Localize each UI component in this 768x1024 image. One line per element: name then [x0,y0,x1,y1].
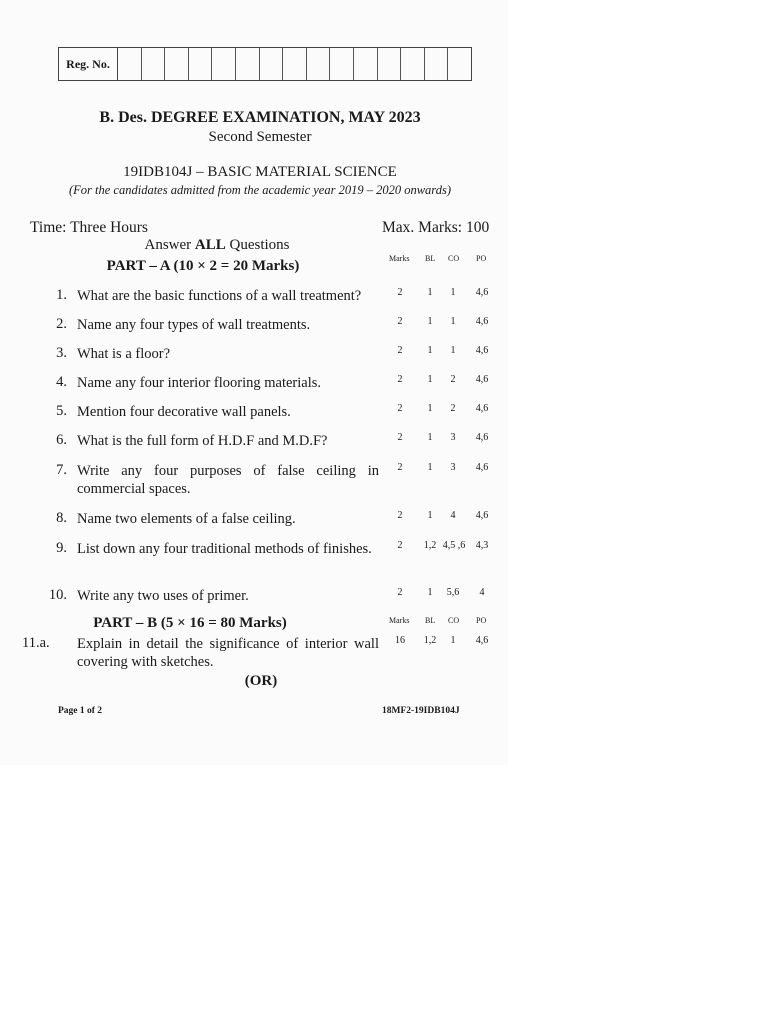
question-bl: 1,2 [423,635,437,646]
question-number: 8. [56,510,67,526]
question-text: Name any four interior flooring materials. [77,375,322,391]
reg-no-cell [401,48,425,80]
question-marks: 2 [397,374,403,385]
question-marks: 2 [397,462,403,473]
or-separator: (OR) [244,673,278,689]
question-co: 2 [450,374,456,385]
question-bl: 1 [427,345,433,356]
question-bl: 1 [427,432,433,443]
question-co: 1 [450,635,456,646]
col-header-co: CO [448,616,460,625]
exam-title: B. Des. DEGREE EXAMINATION, MAY 2023 [99,109,421,126]
page-number: Page 1 of 2 [58,706,103,716]
reg-no-cell [212,48,236,80]
question-marks: 2 [397,403,403,414]
paper-code: 18MF2-19IDB104J [382,706,460,716]
question-co: 4 [450,510,456,521]
reg-no-box [58,47,472,81]
question-text: What is a floor? [77,346,171,362]
reg-no-cell [448,48,471,80]
part-b-title: PART – B (5 × 16 = 80 Marks) [93,615,287,631]
reg-no-cell [118,48,142,80]
question-po: 4,6 [475,462,489,473]
question-co: 2 [450,403,456,414]
max-marks: Max. Marks: 100 [382,219,490,236]
col-header-bl: BL [425,254,436,263]
question-marks: 2 [397,316,403,327]
question-po: 4,6 [475,635,489,646]
reg-no-cell [330,48,354,80]
question-bl: 1 [427,462,433,473]
reg-no-cell [260,48,284,80]
time-allowed: Time: Three Hours [30,219,148,236]
question-marks: 16 [395,635,405,646]
question-co: 4,5 ,6 [442,540,466,551]
question-po: 4,6 [475,432,489,443]
question-po: 4,6 [475,287,489,298]
question-text: What is the full form of H.D.F and M.D.F? [77,433,328,449]
scanned-page [0,0,508,765]
reg-no-cell [142,48,166,80]
answer-all-instruction: Answer ALL Questions [144,237,290,253]
question-po: 4 [479,587,485,598]
question-text: Name any four types of wall treatments. [77,317,311,333]
reg-no-cell [236,48,260,80]
question-number: 11.a. [22,635,50,651]
col-header-po: PO [476,254,487,263]
reg-no-label: Reg. No. [59,48,118,80]
question-number: 10. [48,587,67,603]
col-header-marks: Marks [389,254,410,263]
admission-note: (For the candidates admitted from the academic year 2019 – 2020 onwards) [68,183,451,197]
question-text: What are the basic functions of a wall treatment? [77,288,362,304]
part-a-title: PART – A (10 × 2 = 20 Marks) [106,258,300,274]
col-header-co: CO [448,254,460,263]
question-marks: 2 [397,345,403,356]
reg-no-cell [354,48,378,80]
question-bl: 1 [427,403,433,414]
question-number: 2. [56,316,67,332]
question-number: 1. [56,287,67,303]
question-text: Write any two uses of primer. [77,588,249,604]
question-co: 1 [450,345,456,356]
question-text: List down any four traditional methods of finishes. [77,541,372,557]
question-marks: 2 [397,287,403,298]
semester: Second Semester [208,129,312,145]
question-number: 6. [56,432,67,448]
question-po: 4,3 [475,540,489,551]
question-number: 7. [56,462,67,478]
question-text: Name two elements of a false ceiling. [77,511,296,527]
question-number: 4. [56,374,67,390]
question-marks: 2 [397,432,403,443]
question-po: 4,6 [475,403,489,414]
reg-no-cell [378,48,402,80]
question-bl: 1,2 [423,540,437,551]
question-number: 3. [56,345,67,361]
question-co: 1 [450,287,456,298]
question-co: 5,6 [446,587,460,598]
reg-no-cell [283,48,307,80]
question-marks: 2 [397,587,403,598]
col-header-po: PO [476,616,487,625]
reg-no-cell [307,48,331,80]
question-bl: 1 [427,587,433,598]
question-text: Write any four purposes of false ceiling in commercial spaces. [77,463,379,497]
course-title: 19IDB104J – BASIC MATERIAL SCIENCE [123,164,397,180]
question-marks: 2 [397,510,403,521]
question-number: 5. [56,403,67,419]
col-header-marks: Marks [389,616,410,625]
question-co: 3 [450,462,456,473]
question-po: 4,6 [475,374,489,385]
question-po: 4,6 [475,345,489,356]
question-po: 4,6 [475,316,489,327]
question-co: 3 [450,432,456,443]
question-bl: 1 [427,374,433,385]
col-header-bl: BL [425,616,436,625]
reg-no-cell [165,48,189,80]
question-po: 4,6 [475,510,489,521]
question-bl: 1 [427,510,433,521]
question-text: Mention four decorative wall panels. [77,404,291,420]
question-bl: 1 [427,316,433,327]
question-co: 1 [450,316,456,327]
question-text: Explain in detail the significance of interior wall covering with sketches. [77,636,379,670]
question-number: 9. [56,540,67,556]
question-bl: 1 [427,287,433,298]
reg-no-cell [425,48,449,80]
question-marks: 2 [397,540,403,551]
reg-no-cell [189,48,213,80]
